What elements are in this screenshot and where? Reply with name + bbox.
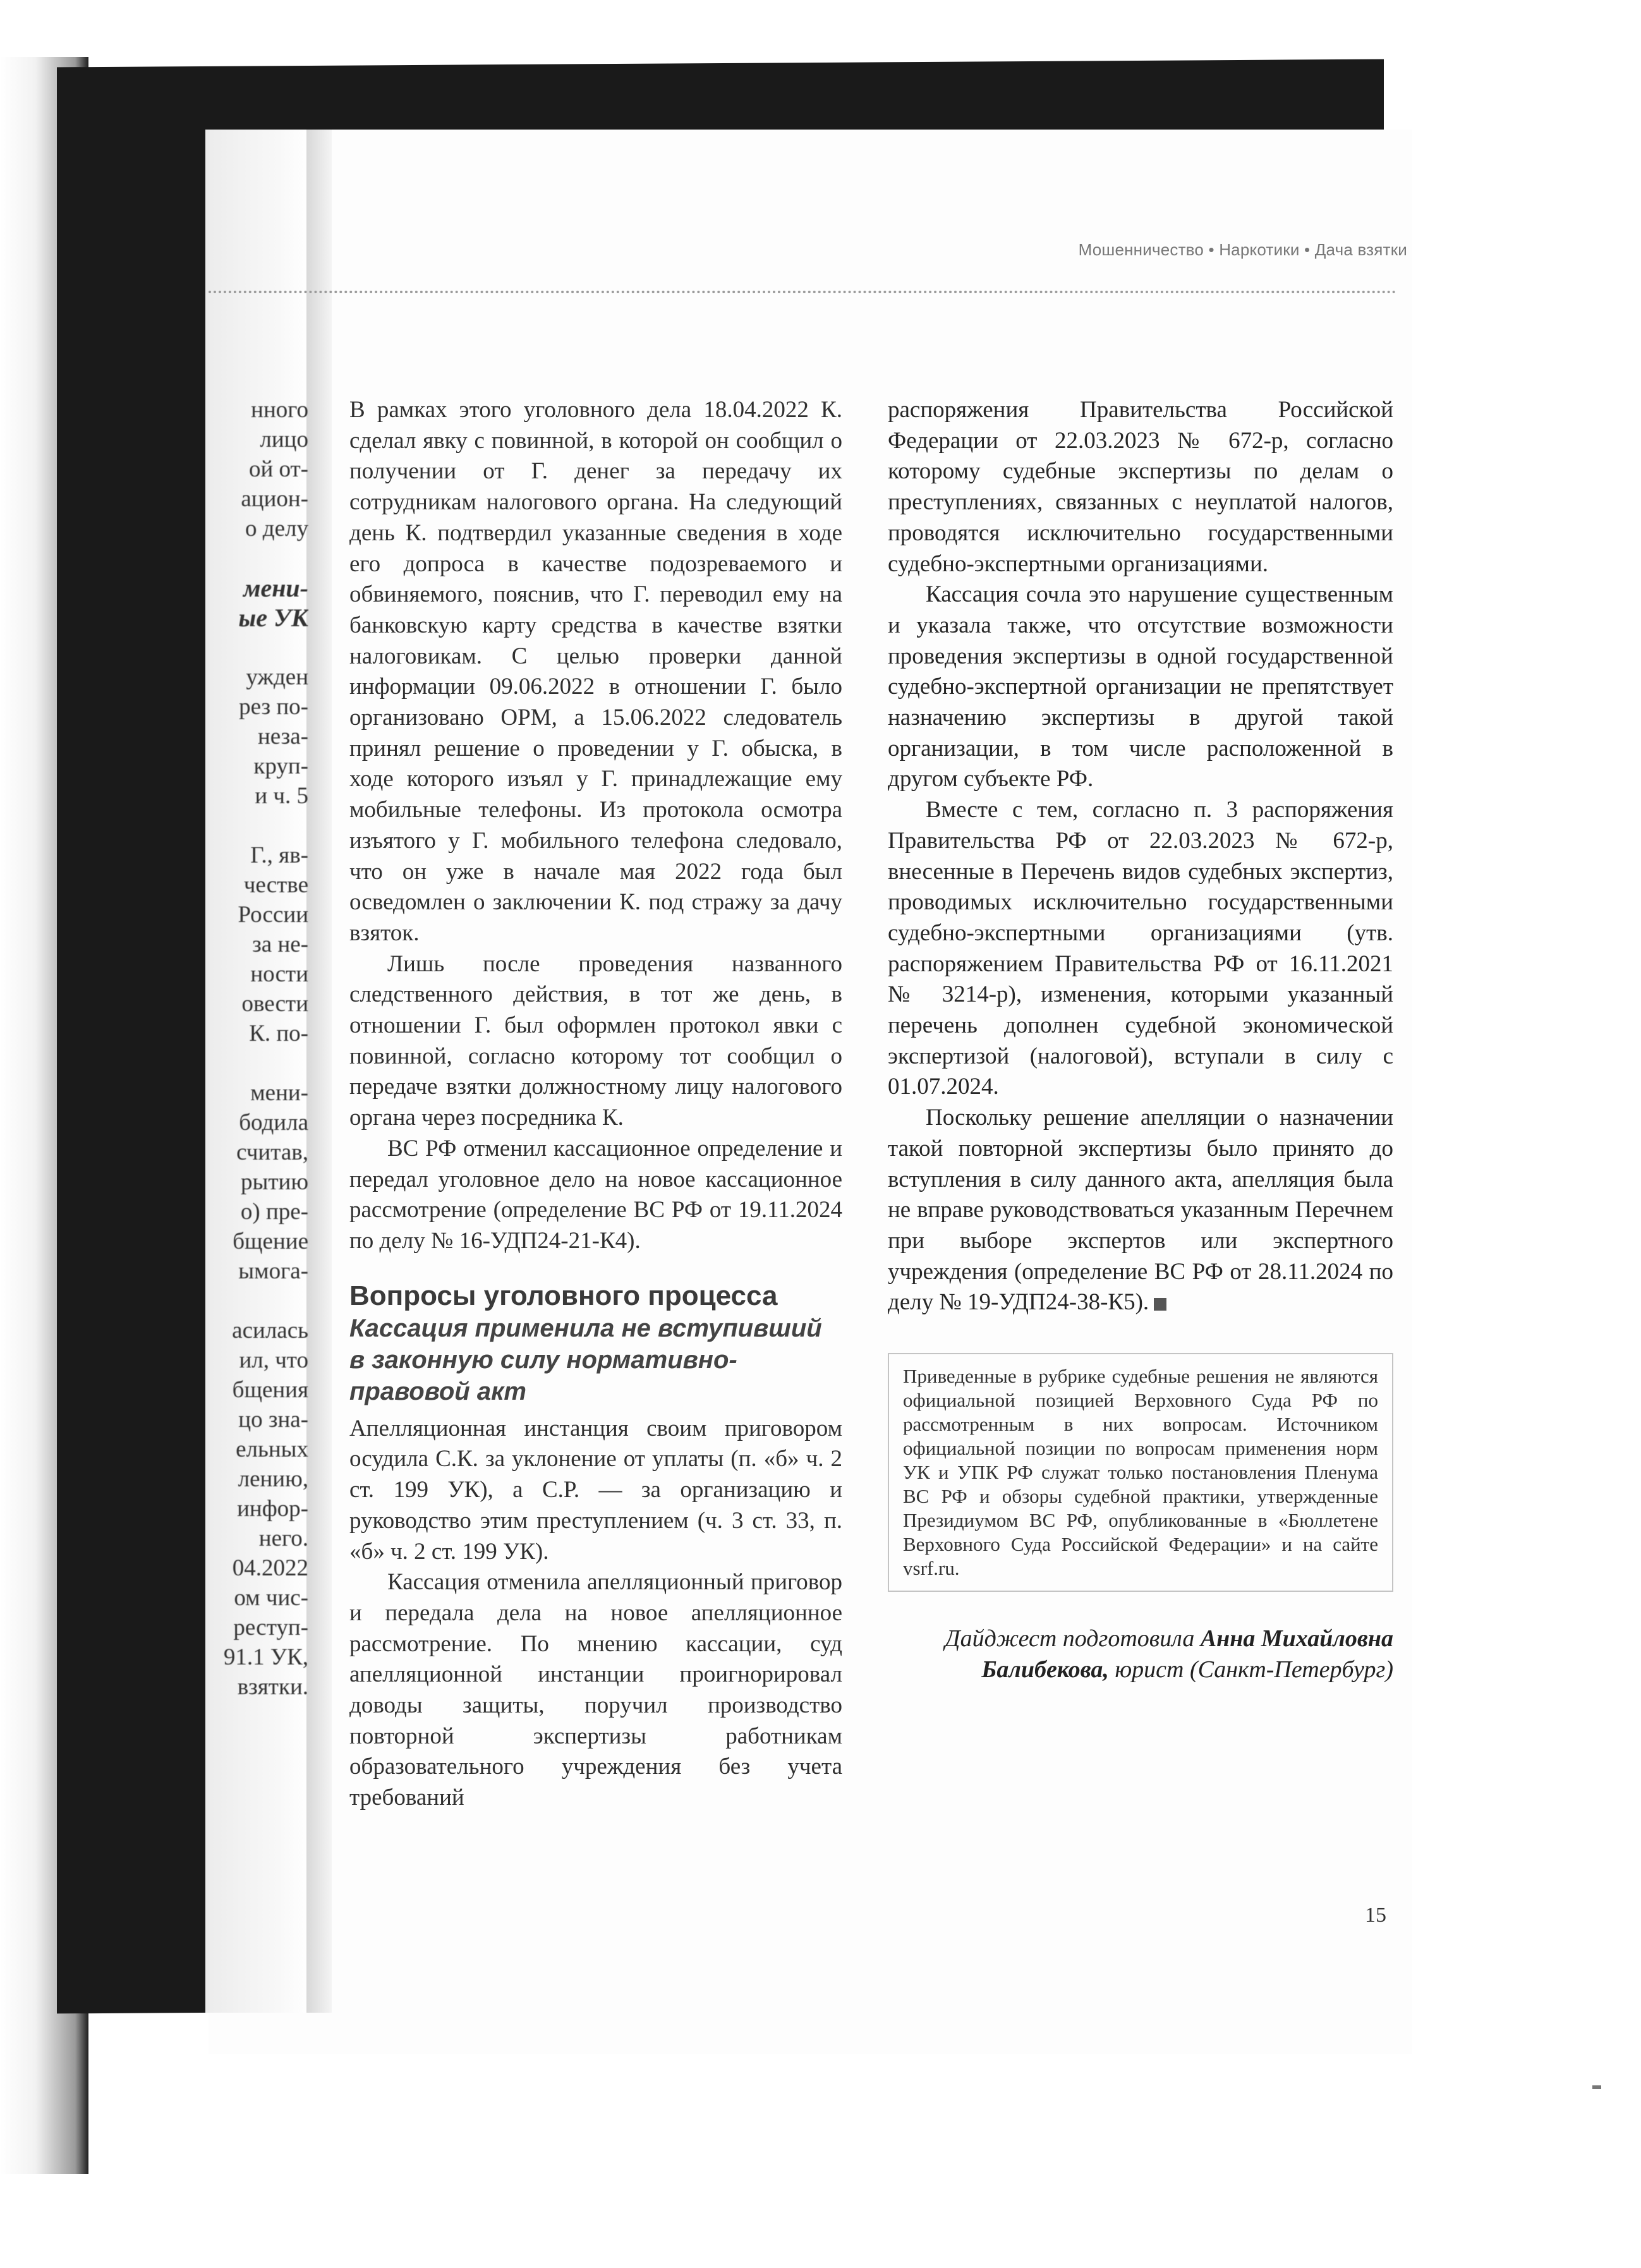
paragraph: В рамках этого уголовного дела 18.04.2022 К. сделал явку с повинной, в которой он сообщил о получении от Г. денег за передачу их сотрудникам налогового органа. На следующий день К. подтвердил указанные сведения в ходе его допроса в качестве подозреваемого и обвиняемого, пояснив, что Г. переводил ему на банковскую карту средства в качестве взятки налоговикам. С целью проверки данной информации 09.06.2022 в отношении Г. было организовано ОРМ, а 15.06.2022 следователь принял решение о проведении у Г. обыска, в ходе которого изъял у Г. принадлежащие ему мобильные телефоны. Из протокола осмотра изъятого у Г. мобильного телефона следовало, что он уже в начале мая 2022 года был осведомлен о заключении К. под стражу за дачу взяток. [349, 397, 842, 946]
page-number: 15 [1365, 1903, 1386, 1927]
cut-text-fragment: мени- [250, 1080, 308, 1106]
cut-text-fragment: незa- [257, 724, 308, 749]
cut-text-fragment: ельных [236, 1436, 308, 1462]
text-column-2 [888, 395, 1393, 1685]
cut-text-fragment: считав, [236, 1139, 308, 1165]
cut-text-fragment: ые УК [238, 603, 308, 632]
paragraph: Лишь после проведения названного следственного действия, в тот же день, в отношении Г. был оформлен протокол явки с повинной, согласно которому тот сообщил о передаче взятки должностному лицу налогового органа через посредника К. [349, 950, 842, 1131]
cut-text-fragment: бщения [232, 1377, 308, 1403]
cut-text-fragment: мени- [243, 574, 308, 602]
cut-text-fragment: за не- [252, 931, 308, 957]
cut-text-fragment: асилась [232, 1318, 308, 1343]
cut-text-fragment: лицо [260, 427, 308, 452]
header-divider [209, 291, 1396, 293]
cut-text-fragment: взятки. [237, 1674, 308, 1700]
cut-text-fragment: ом чис- [234, 1585, 308, 1611]
cut-text-fragment: рез по- [239, 694, 308, 720]
cut-off-column [207, 395, 308, 1702]
cut-text-fragment: бодила [239, 1110, 308, 1136]
cut-text-fragment: лению, [238, 1466, 308, 1492]
cut-text-fragment: честве [243, 872, 308, 898]
cut-text-fragment: ымога- [238, 1258, 308, 1284]
cut-text-fragment: о делу [245, 516, 308, 542]
disclaimer-box: Приведенные в рубрике судебные решения не являются официальной позицией Верховного Суда РФ по рассмотренным в них вопросам. Источником официальной позиции по вопросам применения норм УК и УПК РФ служат только постановления Пленума ВС РФ и обзоры судебной практики, утвержденные Президиумом ВС РФ, опубликованные в «Бюллетене Верховного Суда Российской Федерации» и на сайте vsrf.ru. [888, 1353, 1393, 1592]
line-gap [207, 543, 308, 573]
cut-text-fragment: 91.1 УК, [223, 1644, 308, 1670]
cut-text-fragment: о) пре- [240, 1199, 308, 1225]
cut-text-fragment: К. по- [249, 1021, 308, 1046]
paragraph [888, 1103, 1393, 1318]
paragraph: ВС РФ отменил кассационное определение и передал уголовное дело на новое кассационное рассмотрение (определение ВС РФ от 19.11.2024 по делу № 16-УДП24-21-К4). [349, 1135, 842, 1254]
cut-text-fragment: нного [251, 397, 308, 423]
section-subtitle: Кассация применила не вступивший в законную силу нормативно-правовой акт [349, 1314, 822, 1405]
byline [888, 1623, 1393, 1685]
cut-text-fragment: цо зна- [238, 1407, 308, 1433]
cut-text-fragment: ности [250, 961, 308, 987]
cut-text-fragment: реступ- [233, 1615, 308, 1640]
cut-text-fragment: и ч. 5 [255, 783, 308, 809]
paragraph: Вместе с тем, согласно п. 3 распоряжения Правительства РФ от 22.03.2023 № 672-р, внесенные в Перечень видов судебных экспертиз, проводимых исключительно государственными судебно-экспертными организациями (утв. распоряжением Правительства РФ от 16.11.2021 № 3214-р), изменения, которыми указанный перечень дополнен судебной экономической экспертизой (налоговой), вступали в силу с 01.07.2024. [888, 797, 1393, 1100]
line-gap [207, 633, 308, 662]
cut-text-fragment: круп- [253, 753, 308, 779]
cut-text-fragment: рытию [241, 1169, 308, 1195]
running-head: Мошенничество • Наркотики • Дача взятки [1078, 240, 1407, 259]
cut-text-fragment: Г., яв- [250, 842, 308, 868]
author-role: юрист (Санкт-Петербург) [1108, 1656, 1393, 1683]
cut-text-fragment: 04.2022 [232, 1555, 308, 1581]
scan-speck [1592, 2085, 1601, 2089]
paragraph: Кассация сочла это нарушение существенным и указала также, что отсутствие возможности проведения экспертизы в одной государственной судебно-экспертной организации не препятствует назначению экспертизы в другой такой организации, в том числе расположенной в другом субъекте РФ. [888, 581, 1393, 792]
text-column-1 [349, 395, 842, 1814]
cut-text-fragment: ой от- [248, 456, 308, 482]
section-title: Вопросы уголовного процесса [349, 1280, 778, 1311]
line-gap [207, 811, 308, 840]
line-gap [207, 1286, 308, 1316]
cut-text-fragment: бщение [233, 1228, 308, 1254]
cut-text-fragment: ужден [246, 664, 308, 690]
paragraph: Апелляционная инстанция своим приговором осудила С.К. за уклонение от уплаты (п. «б» ч. 2 ст. 199 УК), а С.Р. — за организацию и руководство этим преступлением (ч. 3 ст. 33, п. «б» ч. 2 ст. 199 УК). [349, 1415, 842, 1565]
paragraph: распоряжения Правительства Российской Федерации от 22.03.2023 № 672-р, согласно которому судебные экспертизы по делам о преступлениях, связанных с неуплатой налогов, проводятся исключительно государственными судебно-экспертными организациями. [888, 397, 1393, 577]
page-gutter [306, 130, 332, 2013]
cut-text-fragment: России [238, 902, 308, 928]
author-name: Анна Михайловна Балибекова, [981, 1625, 1393, 1683]
byline-prefix: Дайджест подготовила [945, 1625, 1201, 1652]
cut-text-fragment: овести [241, 991, 308, 1017]
paragraph: Кассация отменила апелляционный приговор и передала дела на новое апелляционное рассмотрение. По мнению кассации, суд апелляционной инстанции проигнорировал доводы защиты, поручил производство повторной экспертизы работникам образовательного учреждения без учета требований [349, 1569, 842, 1811]
cut-text-fragment: него. [258, 1525, 308, 1551]
paragraph-text: Поскольку решение апелляции о назначении такой повторной экспертизы было принято до вступления в силу данного акта, апелляция была не вправе руководствоваться указанным Перечнем при выборе экспертов или экспертного учреждения (определение ВС РФ от 28.11.2024 по делу № 19-УДП24-38-К5). [888, 1105, 1393, 1316]
cut-text-fragment: инфор- [237, 1496, 308, 1522]
cut-text-fragment: ил, что [239, 1347, 308, 1373]
cut-text-fragment: ацион- [241, 486, 308, 512]
end-of-article-mark [1154, 1298, 1166, 1311]
line-gap [207, 1048, 308, 1078]
